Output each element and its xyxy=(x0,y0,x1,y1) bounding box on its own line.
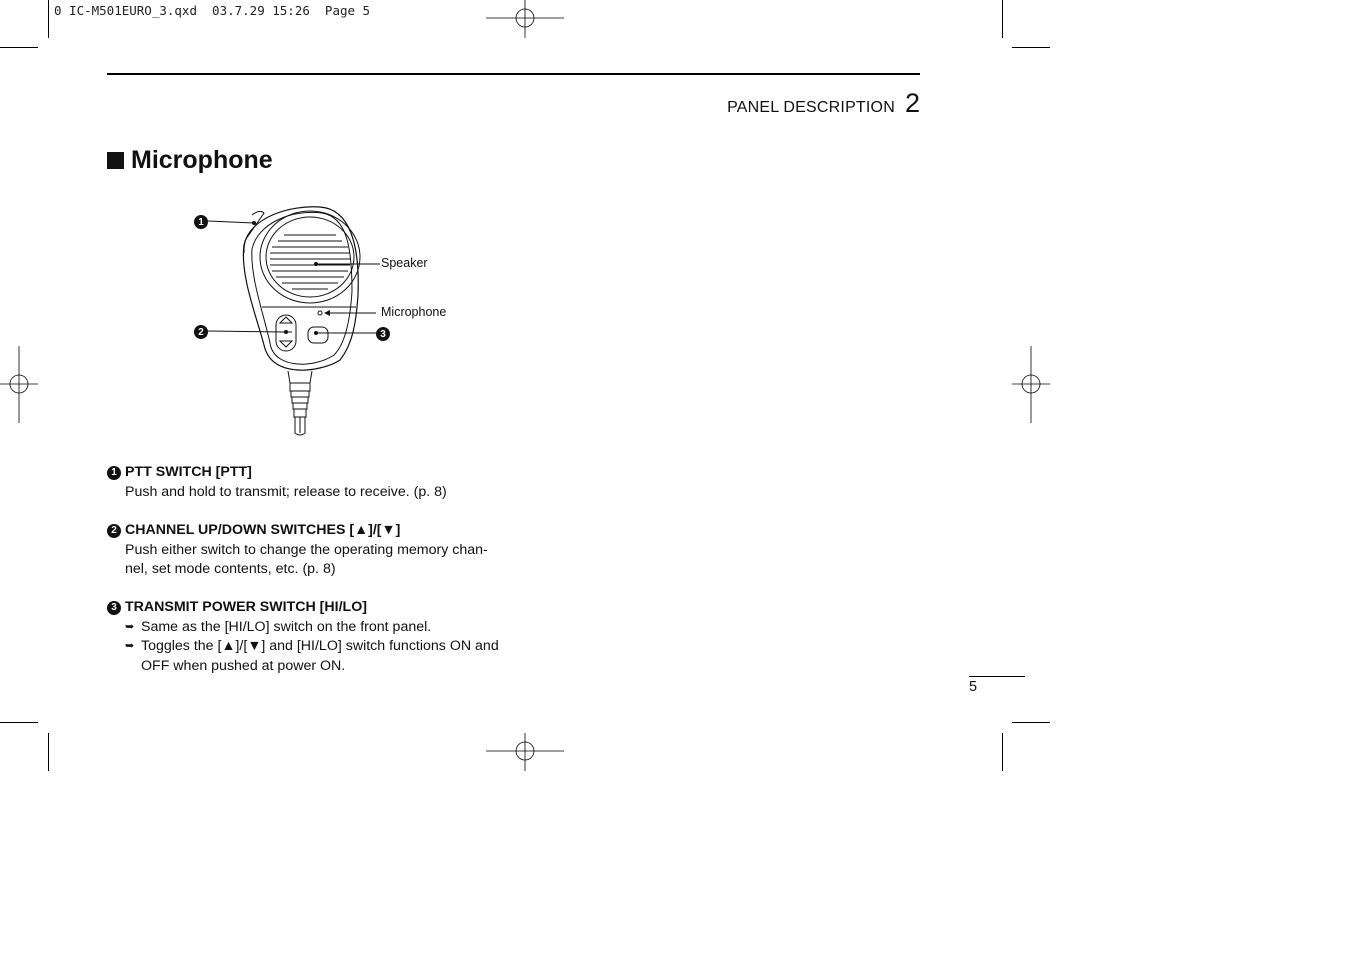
bullet-text: OFF when pushed at power ON. xyxy=(141,657,346,674)
arrow-bullet-icon: ➥ xyxy=(125,620,135,633)
microphone-illustration xyxy=(180,195,480,445)
chapter-number: 2 xyxy=(904,88,920,118)
item-ptt-switch xyxy=(107,463,507,502)
item-desc-line: nel, set mode contents, etc. (p. 8) xyxy=(125,561,336,577)
item-channel-switches xyxy=(107,521,507,580)
callout-badge-2: 2 xyxy=(194,325,208,339)
bullet-item xyxy=(107,618,507,638)
microphone-diagram xyxy=(180,195,480,450)
bullet-text: Toggles the [▲]/[▼] and [HI/LO] switch functions ON and xyxy=(141,638,499,654)
item-title: TRANSMIT POWER SWITCH [HI/LO] xyxy=(125,599,367,615)
item-power-switch xyxy=(107,598,507,676)
page-number: 5 xyxy=(969,679,978,695)
item-badge: 1 xyxy=(107,466,121,480)
chapter-heading xyxy=(727,88,920,119)
speaker-label: Speaker xyxy=(381,256,428,270)
microphone-label: Microphone xyxy=(381,305,447,319)
section-title-text: Microphone xyxy=(131,146,273,174)
item-badge: 2 xyxy=(107,524,121,538)
item-desc-line: Push either switch to change the operating memory chan- xyxy=(125,541,488,558)
arrow-bullet-icon: ➥ xyxy=(125,640,135,652)
section-title xyxy=(107,146,273,175)
page-number-rule xyxy=(969,676,1025,677)
item-desc: Push and hold to transmit; release to receive. (p. 8) xyxy=(125,483,447,500)
bullet-text: Same as the [HI/LO] switch on the front panel. xyxy=(141,618,432,635)
chapter-label: PANEL DESCRIPTION xyxy=(727,99,895,116)
callout-badge-1: 1 xyxy=(194,215,208,229)
bullet-item xyxy=(107,637,507,676)
print-slug: 0 IC-M501EURO_3.qxd 03.7.29 15:26 Page 5 xyxy=(54,3,371,18)
square-bullet-icon xyxy=(107,152,124,169)
header-rule xyxy=(107,73,920,75)
item-title: CHANNEL UP/DOWN SWITCHES [▲]/[▼] xyxy=(125,522,401,538)
callout-badge-3: 3 xyxy=(376,327,390,341)
item-title: PTT SWITCH [PTT] xyxy=(125,464,252,480)
item-badge: 3 xyxy=(107,601,121,615)
